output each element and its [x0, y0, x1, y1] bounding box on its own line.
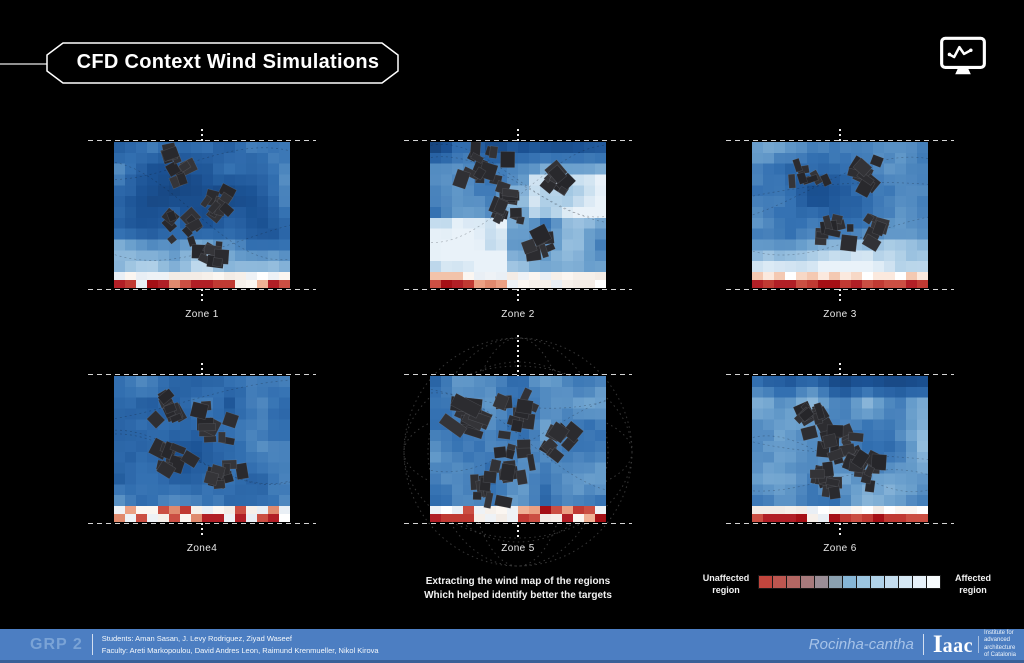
legend-swatch — [843, 576, 856, 588]
zone-label: Zone 5 — [501, 543, 535, 554]
page-title: CFD Context Wind Simulations — [76, 51, 380, 73]
zone-label: Zone 3 — [823, 309, 857, 320]
legend-swatch — [913, 576, 926, 588]
zone-label: Zone 1 — [185, 309, 219, 320]
zone-panel-1 — [88, 97, 316, 342]
legend-swatch — [787, 576, 800, 588]
legend-swatch — [829, 576, 842, 588]
project-title: Rocinha-cantha — [808, 636, 914, 653]
zone-panel-5 — [404, 331, 632, 576]
wind-legend — [698, 573, 1001, 596]
wind-simulation-image — [114, 142, 290, 288]
legend-swatch — [759, 576, 772, 588]
caption-line-1: Extracting the wind map of the regions — [425, 576, 611, 587]
caption — [368, 575, 668, 602]
footer-divider — [92, 634, 93, 655]
legend-label-affected: Affected region — [954, 573, 991, 595]
legend-swatch — [857, 576, 870, 588]
zone-panel-2 — [404, 97, 632, 342]
students-credit: Students: Aman Sasan, J. Levy Rodriguez, Ziyad Waseef — [101, 634, 292, 644]
footer-bar — [0, 629, 1024, 663]
legend-swatch — [871, 576, 884, 588]
footer-divider — [923, 634, 924, 655]
legend-color-scale — [758, 575, 941, 589]
zone-label: Zone 2 — [501, 309, 535, 320]
faculty-credit: Faculty: Areti Markopoulou, David Andres Leon, Raimund Krenmueller, Nikol Kirova — [101, 645, 379, 655]
zone-panel-6 — [726, 331, 954, 576]
wind-simulation-image — [752, 142, 928, 288]
monitor-chart-icon — [938, 33, 988, 79]
legend-swatch — [927, 576, 940, 588]
legend-swatch — [899, 576, 912, 588]
legend-swatch — [801, 576, 814, 588]
credits — [102, 633, 379, 656]
wind-simulation-image — [430, 142, 606, 288]
caption-line-2: Which helped identify better the targets — [424, 589, 612, 601]
footer-divider-small — [978, 636, 979, 653]
zone-label: Zone4 — [186, 543, 218, 554]
iaac-logo: Iaac — [932, 630, 973, 658]
zone-label: Zone 6 — [823, 543, 857, 554]
zone-panel-3 — [726, 97, 954, 342]
iaac-subtitle: Institute for advanced architecture of Catalonia — [983, 630, 1016, 658]
legend-swatch — [815, 576, 828, 588]
legend-swatch — [885, 576, 898, 588]
zone-panel-4 — [88, 331, 316, 576]
wind-simulation-image — [114, 376, 290, 522]
wind-simulation-image — [430, 376, 606, 522]
legend-label-unaffected: Unaffected region — [702, 573, 750, 595]
wind-simulation-image — [752, 376, 928, 522]
group-label: GRP 2 — [30, 635, 83, 653]
legend-swatch — [773, 576, 786, 588]
